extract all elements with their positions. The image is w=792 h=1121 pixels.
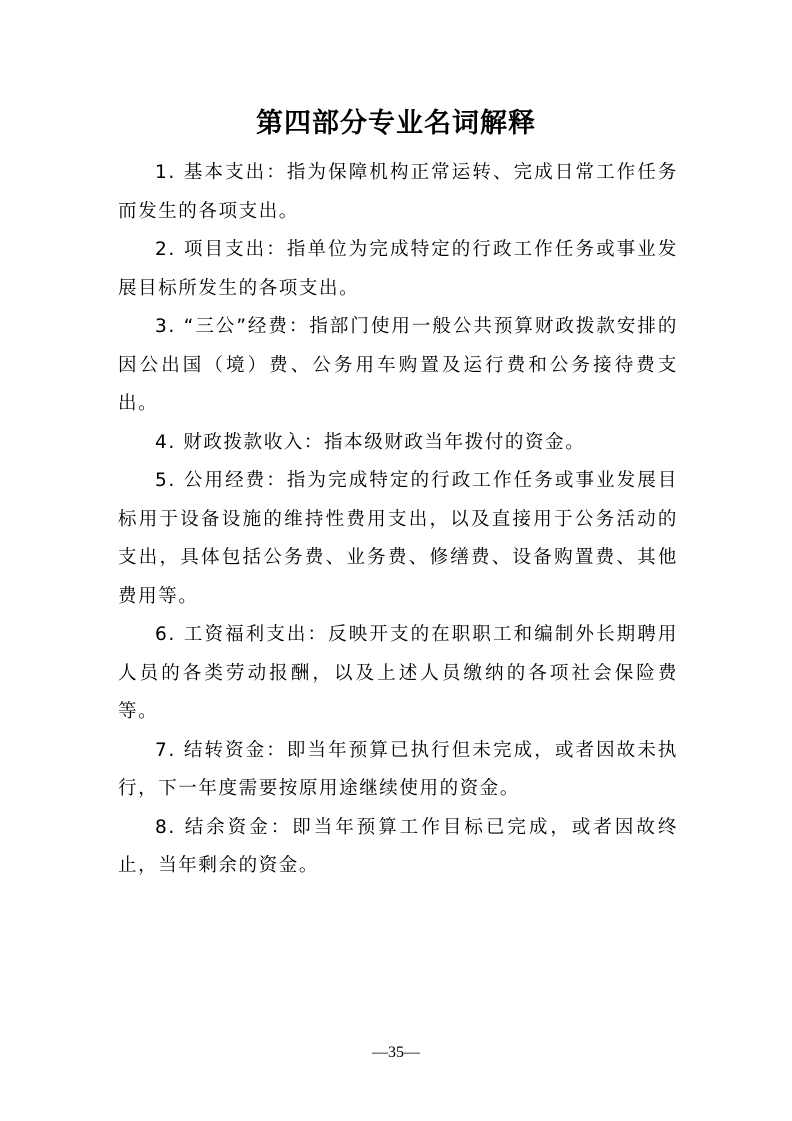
definition-three-public-expenses: 3. “三公”经费：指部门使用一般公共预算财政拨款安排的因公出国（境）费、公务用车购置及运行费和公务接待费支出。	[118, 316, 678, 414]
page-title: 第四部分专业名词解释	[256, 108, 536, 139]
definitions-list	[118, 154, 678, 886]
definition-public-expenses: 5. 公用经费：指为完成特定的行政工作任务或事业发展目标用于设备设施的维持性费用支出，以及直接用于公务活动的支出，具体包括公务费、业务费、修缮费、设备购置费、其他费用等。	[118, 470, 678, 607]
definition-fiscal-appropriation-income: 4. 财政拨款收入：指本级财政当年拨付的资金。	[155, 431, 586, 453]
page-number: —35—	[372, 1044, 420, 1061]
definition-project-expenditure: 2. 项目支出：指单位为完成特定的行政工作任务或事业发展目标所发生的各项支出。	[118, 239, 678, 299]
definition-basic-expenditure: 1. 基本支出：指为保障机构正常运转、完成日常工作任务而发生的各项支出。	[118, 162, 678, 222]
definition-wages-benefits: 6. 工资福利支出：反映开支的在职职工和编制外长期聘用人员的各类劳动报酬，以及上述人员缴纳的各项社会保险费等。	[118, 624, 678, 722]
definition-carryover-funds: 7. 结转资金：即当年预算已执行但未完成，或者因故未执行，下一年度需要按原用途继续使用的资金。	[118, 739, 678, 799]
definition-surplus-funds: 8. 结余资金：即当年预算工作目标已完成，或者因故终止，当年剩余的资金。	[118, 816, 678, 876]
